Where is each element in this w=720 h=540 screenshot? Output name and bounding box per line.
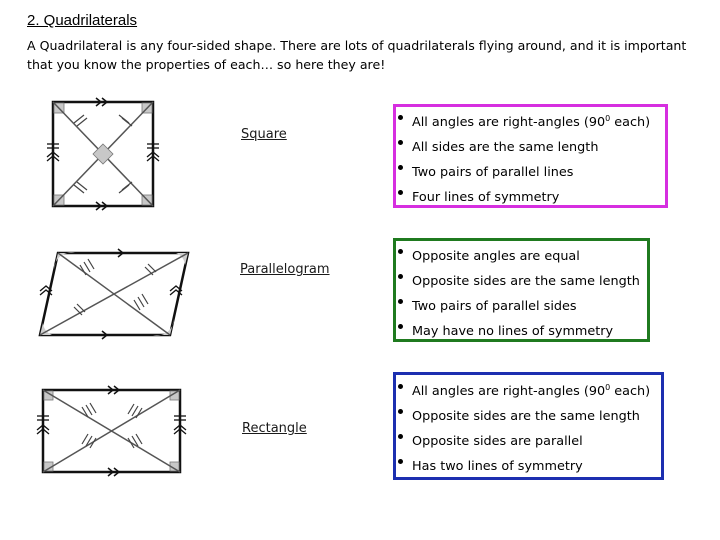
- bullet-icon: [398, 324, 403, 329]
- bullet-icon: [398, 384, 403, 389]
- bullet-icon: [398, 434, 403, 439]
- intro-paragraph: A Quadrilateral is any four-sided shape. There are lots of quadrilaterals flying around, and it is important that you know the properties of each… so here they are!: [27, 38, 687, 72]
- bullet-icon: [398, 190, 403, 195]
- list-item: May have no lines of symmetry: [396, 319, 647, 344]
- list-item: All sides are the same length: [396, 135, 665, 160]
- rectangle-properties-box: [393, 372, 664, 480]
- list-item: Two pairs of parallel sides: [396, 294, 647, 319]
- list-item: All angles are right-angles ($90^0$ each): [396, 379, 661, 404]
- list-item: Opposite sides are the same length: [396, 404, 661, 429]
- bullet-icon: [398, 115, 403, 120]
- bullet-icon: [398, 140, 403, 145]
- list-item: Opposite angles are equal: [396, 244, 647, 269]
- square-label: Square: [241, 127, 287, 142]
- rectangle-diagram-icon: [30, 380, 195, 480]
- bullet-icon: [398, 409, 403, 414]
- list-item: All angles are right-angles ($90^0$ each): [396, 110, 665, 135]
- bullet-icon: [398, 299, 403, 304]
- parallelogram-label: Parallelogram: [240, 262, 330, 277]
- parallelogram-properties-box: [393, 238, 650, 342]
- list-item: Two pairs of parallel lines: [396, 160, 665, 185]
- bullet-icon: [398, 165, 403, 170]
- list-item: Opposite sides are parallel: [396, 429, 661, 454]
- bullet-icon: [398, 459, 403, 464]
- list-item: Four lines of symmetry: [396, 185, 665, 210]
- list-item: Has two lines of symmetry: [396, 454, 661, 479]
- parallelogram-diagram-icon: [30, 245, 200, 345]
- square-properties-box: [393, 104, 668, 208]
- section-heading: 2. Quadrilaterals: [27, 12, 138, 29]
- bullet-icon: [398, 249, 403, 254]
- list-item: Opposite sides are the same length: [396, 269, 647, 294]
- bullet-icon: [398, 274, 403, 279]
- square-diagram-icon: [40, 95, 165, 215]
- rectangle-label: Rectangle: [242, 421, 307, 436]
